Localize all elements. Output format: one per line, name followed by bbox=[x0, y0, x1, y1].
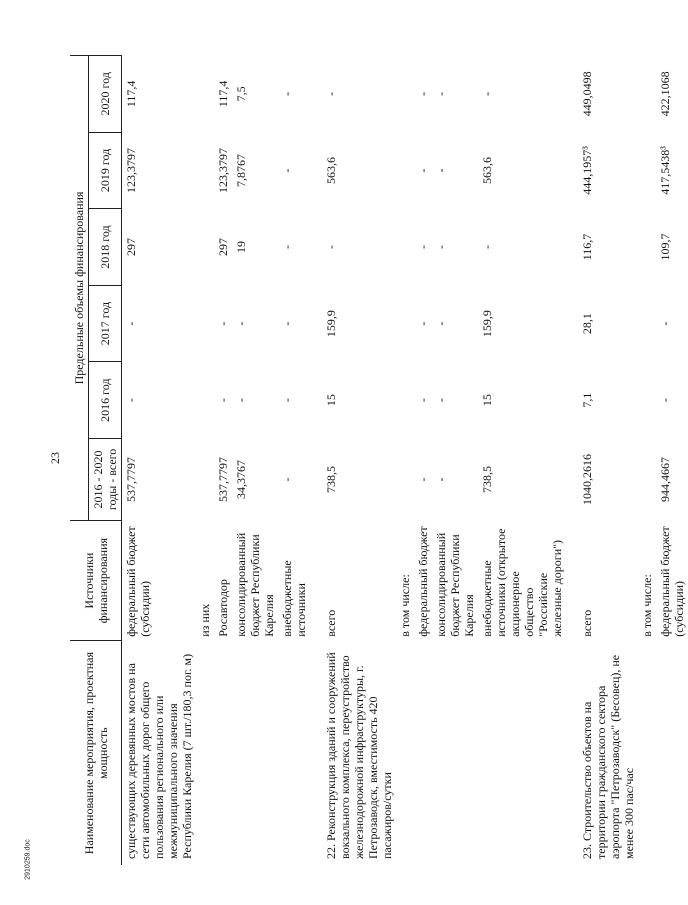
total-cell bbox=[638, 438, 656, 520]
year-2019-cell: 7,8767 bbox=[234, 153, 248, 187]
total-cell: 34,3767 bbox=[234, 459, 248, 499]
year-2016-cell: 15 bbox=[324, 394, 338, 407]
measure-name-cell bbox=[278, 641, 310, 865]
year-2020-cell: - bbox=[480, 91, 494, 96]
measure-name-cell: 23. Строительство объектов на территории гражданского сектора аэропорта "Петрозаводск" (Бесовец), не менее 300 пас/час bbox=[580, 654, 636, 859]
year-2017-cell: - bbox=[658, 321, 672, 326]
year-2020-cell: 117,4 bbox=[124, 80, 138, 108]
header-total-2016-2020: 2016 - 2020 годы - всего bbox=[89, 438, 122, 520]
year-2018-cell: 116,7 bbox=[580, 233, 594, 261]
year-2020-cell bbox=[638, 56, 656, 133]
measure-name-cell bbox=[638, 641, 656, 865]
year-2019-cell: 444,1957³ bbox=[580, 146, 594, 195]
spacer-cell bbox=[566, 209, 578, 286]
spacer-cell bbox=[310, 209, 322, 286]
year-2020-cell: - bbox=[324, 91, 338, 96]
year-2018-cell: - bbox=[416, 245, 430, 250]
header-year-2020: 2020 год bbox=[89, 56, 122, 133]
year-2020-cell: 449,0498 bbox=[580, 71, 594, 117]
spacer-cell bbox=[310, 641, 322, 865]
year-2016-cell: 7,1 bbox=[580, 392, 594, 408]
year-2018-cell: - bbox=[324, 245, 338, 250]
measure-name-cell: существующих деревянных мостов на сети автомобильных дорог общего пользования регионального или межмуниципального значения Республики Карелия (7 шт./180,3 пог. м) bbox=[124, 653, 194, 859]
header-funding-limits: Предельные объемы финансирования bbox=[70, 56, 89, 521]
year-2019-cell bbox=[638, 132, 656, 209]
year-2017-cell: - bbox=[280, 321, 294, 326]
year-2016-cell: - bbox=[280, 398, 294, 403]
funding-source-cell: консолидированный бюджет Республики Карелия bbox=[434, 532, 476, 637]
year-2017-cell: - bbox=[416, 321, 430, 326]
spacer-cell bbox=[566, 285, 578, 362]
year-2016-cell bbox=[638, 362, 656, 439]
year-2017-cell: - bbox=[216, 321, 230, 326]
table-row bbox=[396, 56, 414, 866]
year-2016-cell: - bbox=[434, 398, 448, 403]
year-2019-cell: 123,3797 bbox=[216, 147, 230, 193]
spacer-cell bbox=[310, 56, 322, 133]
year-2018-cell: - bbox=[480, 245, 494, 250]
total-cell bbox=[196, 438, 214, 520]
header-year-2018: 2018 год bbox=[89, 209, 122, 286]
year-2018-cell: - bbox=[434, 245, 448, 250]
spacer-cell bbox=[566, 520, 578, 640]
total-cell: - bbox=[434, 477, 448, 482]
year-2020-cell: - bbox=[416, 91, 430, 96]
table-body bbox=[122, 56, 688, 866]
year-2017-cell bbox=[638, 285, 656, 362]
year-2019-cell: - bbox=[280, 168, 294, 173]
year-2017-cell: 159,9 bbox=[480, 310, 494, 338]
table-row bbox=[478, 56, 566, 866]
measure-name-cell bbox=[396, 641, 414, 865]
year-2019-cell: - bbox=[416, 168, 430, 173]
measure-name-cell bbox=[478, 641, 566, 865]
funding-source-cell: всего bbox=[324, 609, 338, 637]
year-2018-cell bbox=[638, 209, 656, 286]
spacer-cell bbox=[310, 132, 322, 209]
measure-name-cell bbox=[214, 641, 232, 865]
spacer-cell bbox=[310, 362, 322, 439]
spacer-cell bbox=[566, 56, 578, 133]
table-row bbox=[122, 56, 197, 866]
year-2019-cell: - bbox=[434, 168, 448, 173]
total-cell: 738,5 bbox=[480, 465, 494, 493]
year-2017-cell: - bbox=[234, 321, 248, 326]
total-cell: 537,7797 bbox=[216, 456, 230, 502]
year-2018-cell: 19 bbox=[234, 241, 248, 254]
funding-source-cell: из них bbox=[198, 603, 212, 637]
total-cell: - bbox=[416, 477, 430, 482]
total-cell: 944,4667 bbox=[658, 456, 672, 502]
funding-source-cell: консолидированный бюджет Республики Карелия bbox=[234, 532, 276, 637]
header-funding-source: Источники финансирования bbox=[70, 520, 122, 640]
page-number: 23 bbox=[48, 452, 62, 464]
year-2019-cell: 563,6 bbox=[480, 156, 494, 184]
table-row bbox=[232, 56, 278, 866]
year-2019-cell: 123,3797 bbox=[124, 147, 138, 193]
table-row bbox=[578, 56, 638, 866]
total-cell: 537,7797 bbox=[124, 456, 138, 502]
year-2016-cell bbox=[196, 362, 214, 439]
row-spacer bbox=[566, 56, 578, 866]
year-2019-cell bbox=[396, 132, 414, 209]
table-row bbox=[214, 56, 232, 866]
year-2017-cell: - bbox=[434, 321, 448, 326]
table-header bbox=[70, 56, 122, 866]
funding-source-cell: федеральный бюджет bbox=[416, 526, 430, 637]
spacer-cell bbox=[566, 641, 578, 865]
year-2017-cell: - bbox=[124, 321, 138, 326]
year-2016-cell: - bbox=[234, 398, 248, 403]
header-year-2017: 2017 год bbox=[89, 285, 122, 362]
spacer-cell bbox=[566, 438, 578, 520]
table-row bbox=[638, 56, 656, 866]
header-year-2016: 2016 год bbox=[89, 362, 122, 439]
year-2018-cell bbox=[396, 209, 414, 286]
table-row bbox=[322, 56, 396, 866]
year-2018-cell: 109,7 bbox=[658, 233, 672, 261]
year-2020-cell bbox=[196, 56, 214, 133]
funding-source-cell: федеральный бюджет (субсидии) bbox=[658, 526, 686, 637]
table-row bbox=[278, 56, 310, 866]
header-year-2019: 2019 год bbox=[89, 132, 122, 209]
table-row bbox=[414, 56, 432, 866]
rotated-table-page bbox=[70, 55, 686, 865]
total-cell bbox=[396, 438, 414, 520]
measure-name-cell: 22. Реконструкция зданий и сооружений вокзального комплекса, переустройство железнодорожной инфраструктуры, г. Петрозаводск, вместимость 420 пасажиров/сутки bbox=[324, 652, 394, 859]
year-2017-cell: 28,1 bbox=[580, 313, 594, 335]
measure-name-cell bbox=[656, 641, 688, 865]
year-2018-cell: 297 bbox=[216, 238, 230, 257]
table-row bbox=[432, 56, 478, 866]
measure-name-cell bbox=[196, 641, 214, 865]
year-2020-cell: 422,1068 bbox=[658, 71, 672, 117]
document-file-code: 2910259.doc bbox=[24, 839, 32, 880]
year-2020-cell: 7,5 bbox=[234, 86, 248, 102]
funding-source-cell: в том числе: bbox=[640, 574, 654, 637]
year-2018-cell: - bbox=[280, 245, 294, 250]
year-2016-cell: - bbox=[124, 398, 138, 403]
spacer-cell bbox=[310, 520, 322, 640]
year-2019-cell: 563,6 bbox=[324, 156, 338, 184]
total-cell: - bbox=[280, 477, 294, 482]
funding-source-cell: всего bbox=[580, 609, 594, 637]
funding-source-cell: внебюджетные источники bbox=[280, 560, 308, 637]
spacer-cell bbox=[566, 132, 578, 209]
total-cell: 1040,2616 bbox=[580, 453, 594, 505]
measure-name-cell bbox=[232, 641, 278, 865]
year-2016-cell: - bbox=[416, 398, 430, 403]
year-2018-cell: 297 bbox=[124, 238, 138, 257]
table-row bbox=[196, 56, 214, 866]
measure-name-cell bbox=[414, 641, 432, 865]
year-2017-cell: 159,9 bbox=[324, 310, 338, 338]
year-2020-cell bbox=[396, 56, 414, 133]
measure-name-cell bbox=[432, 641, 478, 865]
year-2016-cell bbox=[396, 362, 414, 439]
year-2018-cell bbox=[196, 209, 214, 286]
year-2017-cell bbox=[196, 285, 214, 362]
spacer-cell bbox=[566, 362, 578, 439]
year-2017-cell bbox=[396, 285, 414, 362]
financing-table bbox=[70, 55, 688, 865]
funding-source-cell: в том числе: bbox=[398, 574, 412, 637]
year-2020-cell: - bbox=[434, 91, 448, 96]
row-spacer bbox=[310, 56, 322, 866]
funding-source-cell: Росавтодор bbox=[216, 579, 230, 637]
table-row bbox=[656, 56, 688, 866]
funding-source-cell: внебюджетные источники (открытое акционерное общество "Российские железные дороги") bbox=[480, 528, 564, 637]
year-2016-cell: - bbox=[216, 398, 230, 403]
year-2016-cell: - bbox=[658, 398, 672, 403]
year-2020-cell: 117,4 bbox=[216, 80, 230, 108]
funding-source-cell: федеральный бюджет (субсидии) bbox=[124, 526, 152, 637]
year-2020-cell: - bbox=[280, 91, 294, 96]
header-measure-name: Наименование мероприятия, проектная мощность bbox=[70, 641, 122, 865]
total-cell: 738,5 bbox=[324, 465, 338, 493]
spacer-cell bbox=[310, 438, 322, 520]
spacer-cell bbox=[310, 285, 322, 362]
year-2019-cell bbox=[196, 132, 214, 209]
year-2016-cell: 15 bbox=[480, 394, 494, 407]
year-2019-cell: 417,5438³ bbox=[658, 146, 672, 195]
